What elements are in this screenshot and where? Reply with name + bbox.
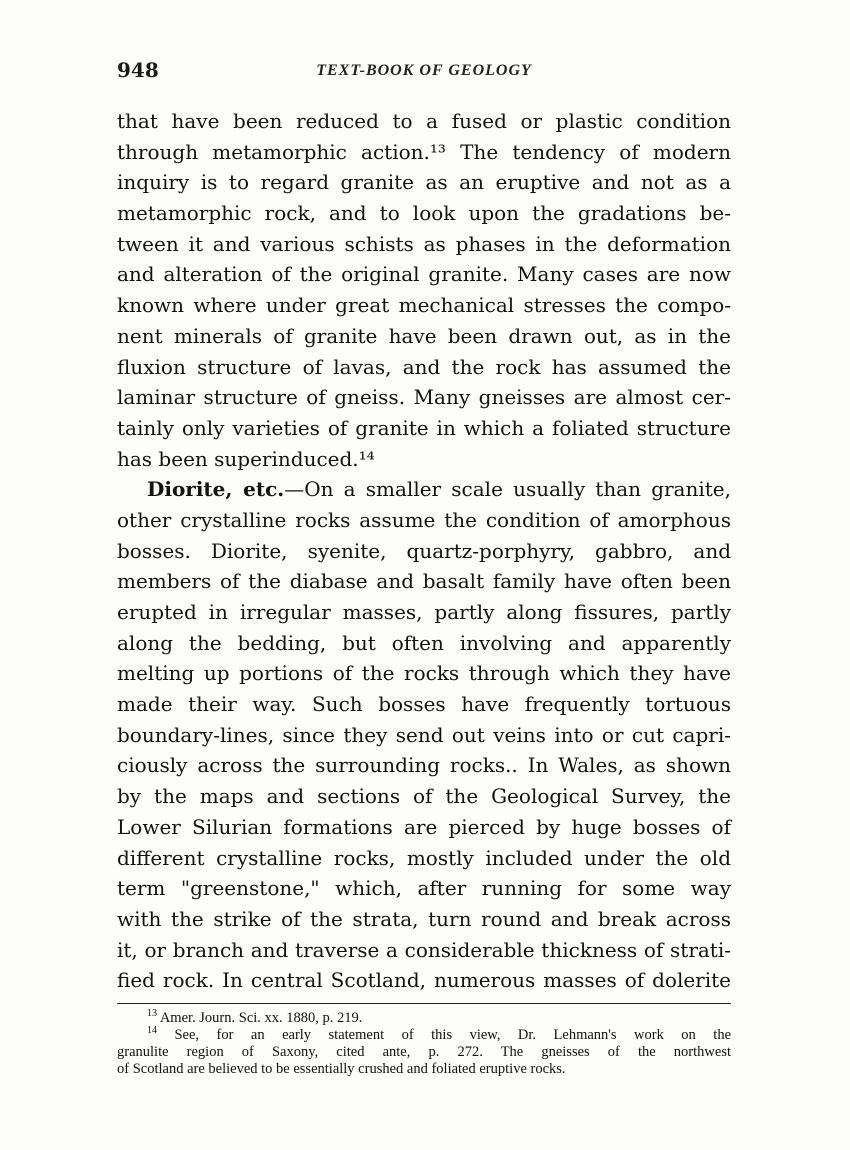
text-line: with the strike of the strata, turn round and break across	[117, 906, 731, 931]
text-line: through metamorphic action.¹³ The tendency of modern	[117, 139, 731, 164]
footnote-text: Amer. Journ. Sci. xx. 1880, p. 219.	[159, 1010, 363, 1026]
footnote-14	[117, 1027, 731, 1044]
text-line: melting up portions of the rocks through which they have	[117, 661, 731, 686]
text-line: has been superinduced.¹⁴	[117, 446, 375, 471]
footnote-13	[117, 1010, 731, 1027]
text-line: fied rock. In central Scotland, numerous masses of dolerite	[117, 968, 731, 993]
text-line: boundary-lines, since they send out veins into or cut capri-	[117, 722, 731, 747]
running-title: TEXT-BOOK OF GEOLOGY	[316, 62, 532, 79]
text-line: inquiry is to regard granite as an eruptive and not as a	[117, 170, 731, 195]
footnote-text-line: of Scotland are believed to be essentially crushed and foliated eruptive rocks.	[117, 1061, 566, 1077]
text-line: by the maps and sections of the Geological Survey, the	[117, 784, 731, 809]
page-header	[117, 58, 731, 88]
text-line: laminar structure of gneiss. Many gneisses are almost cer-	[117, 385, 731, 410]
text-line: term "greenstone," which, after running for some way	[117, 876, 731, 901]
footnote-divider	[117, 1003, 731, 1004]
text-line: and alteration of the original granite. Many cases are now	[117, 262, 731, 287]
section-heading-diorite: Diorite, etc.	[147, 477, 285, 502]
text-line: that have been reduced to a fused or plastic condition	[117, 109, 731, 133]
text-line: tainly only varieties of granite in which a foliated structure	[117, 415, 731, 440]
footnote-text: See, for an early statement of this view, Dr. Lehmann's work on the	[174, 1027, 732, 1043]
text-line: it, or branch and traverse a considerable thickness of strati-	[117, 937, 731, 962]
text-line: ciously across the surrounding rocks.. In Wales, as shown	[117, 753, 731, 778]
text-line: along the bedding, but often involving and apparently	[117, 630, 731, 655]
text-line: Lower Silurian formations are pierced by huge bosses of	[117, 814, 731, 839]
text-line: bosses. Diorite, syenite, quartz-porphyry, gabbro, and	[117, 538, 731, 563]
footnotes	[117, 1010, 731, 1078]
text-fragment: —On a smaller scale usually than granite,	[284, 477, 731, 502]
text-line: members of the diabase and basalt family have often been	[117, 569, 731, 594]
footnote-marker: 13	[147, 1008, 157, 1020]
text-line: other crystalline rocks assume the condition of amorphous	[117, 507, 731, 532]
paragraph-heading-line	[117, 474, 731, 505]
text-line: known where under great mechanical stresses the compo-	[117, 293, 731, 318]
text-line: nent minerals of granite have been drawn out, as in the	[117, 323, 731, 348]
text-line: different crystalline rocks, mostly included under the old	[117, 845, 731, 870]
text-line: made their way. Such bosses have frequently tortuous	[117, 692, 731, 717]
text-line: metamorphic rock, and to look upon the gradations be-	[117, 201, 731, 226]
page-number: 948	[117, 58, 159, 82]
footnote-text-line: granulite region of Saxony, cited ante, p. 272. The gneisses of the northwest	[117, 1044, 731, 1060]
body-text	[117, 106, 731, 996]
footnote-marker: 14	[147, 1025, 157, 1037]
text-line: erupted in irregular masses, partly along fissures, partly	[117, 600, 731, 624]
text-line: fluxion structure of lavas, and the rock has assumed the	[117, 354, 731, 379]
text-line: tween it and various schists as phases in the deformation	[117, 231, 731, 256]
